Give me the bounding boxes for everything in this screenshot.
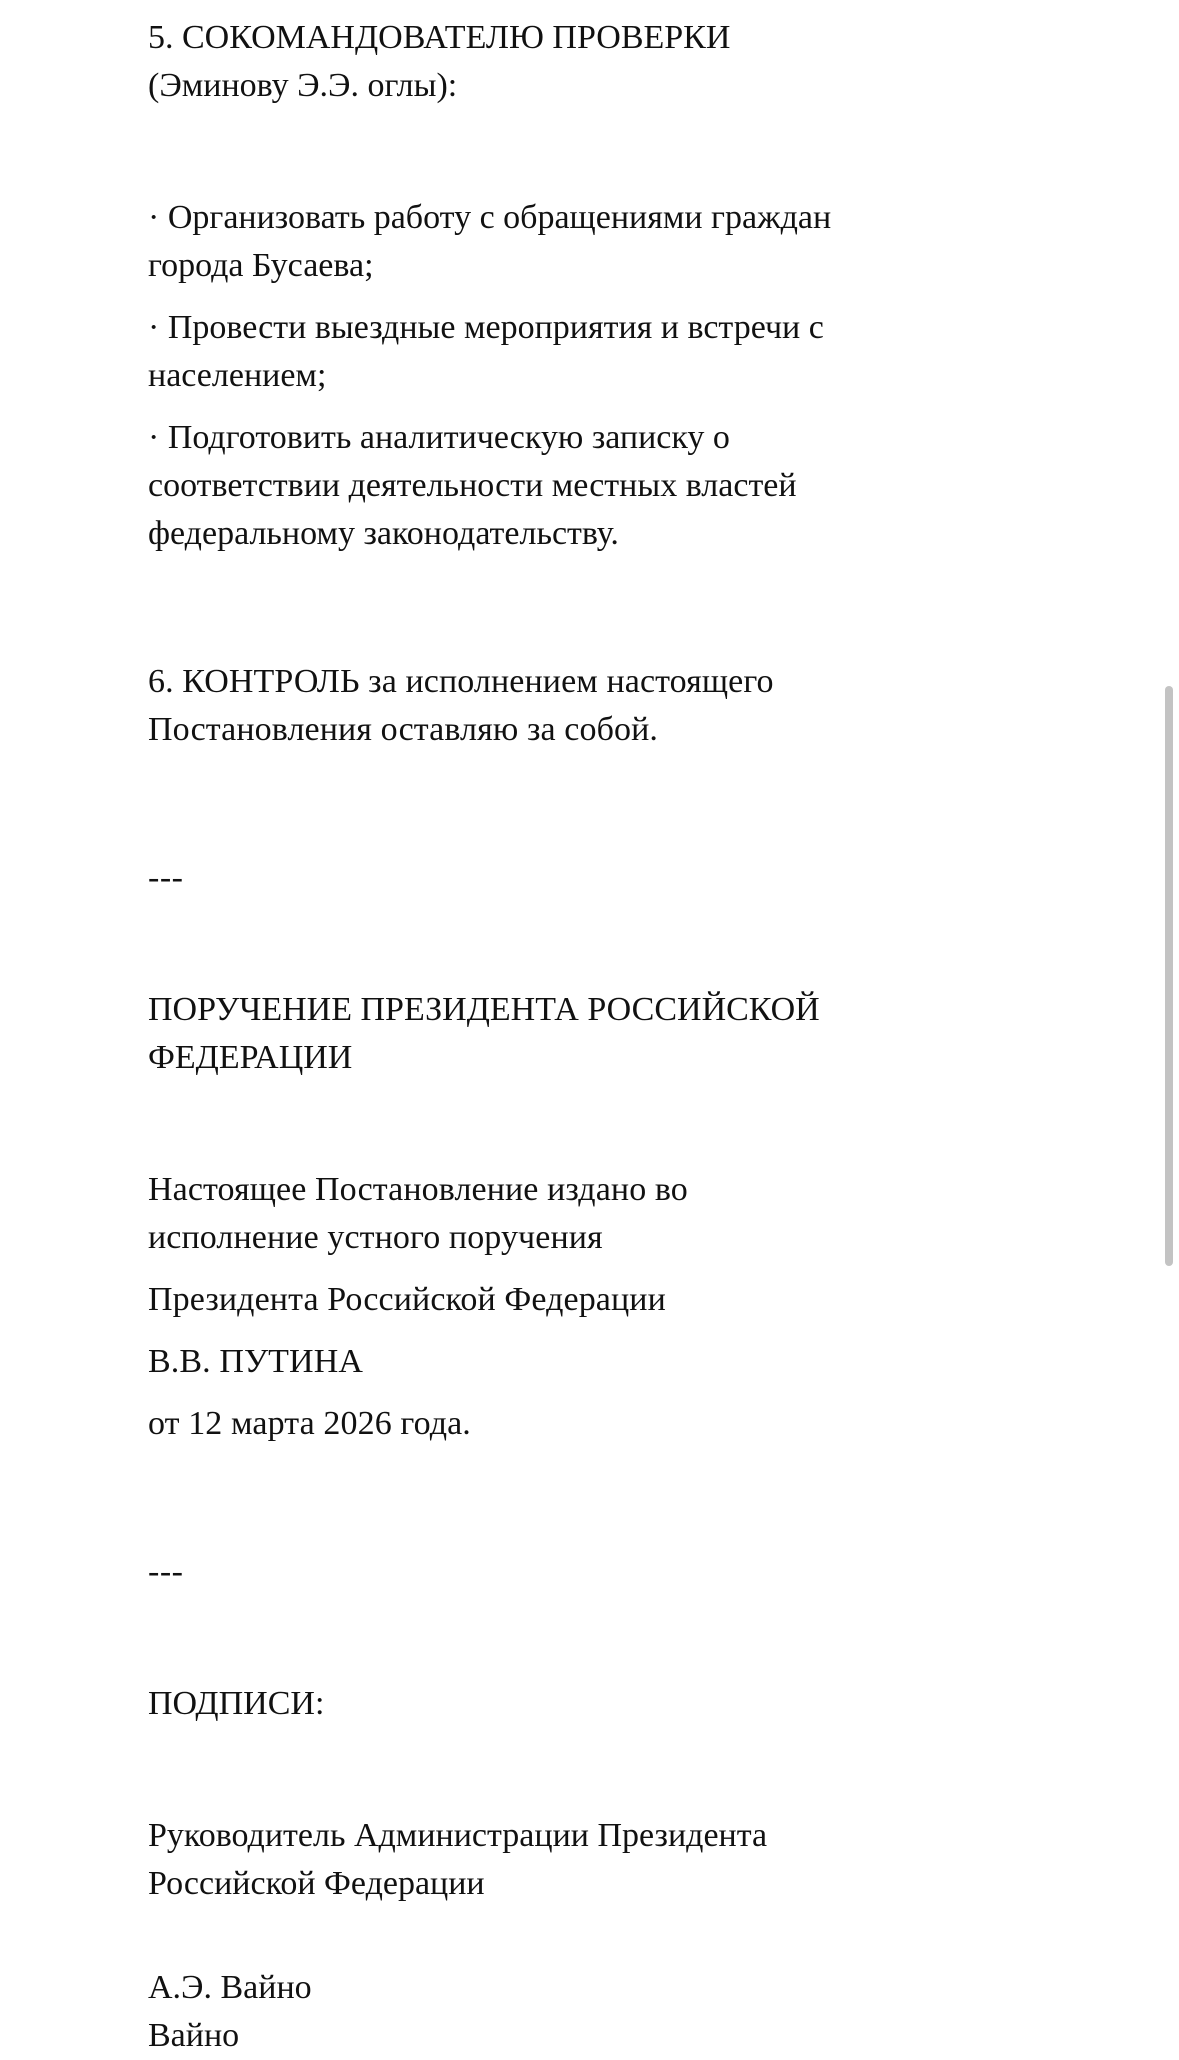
spacer-top (148, 0, 848, 14)
signature-surname: Вайно (148, 2017, 240, 2054)
section-5-bullet-3: · Подготовить аналитическую записку о соответствии деятельности местных властей федеральному законодательству. (148, 419, 806, 552)
spacer-bullet-1 (148, 290, 848, 304)
order-heading: ПОРУЧЕНИЕ ПРЕЗИДЕНТА РОССИЙСКОЙ ФЕДЕРАЦИИ (148, 991, 829, 1076)
spacer-before-section-6 (148, 558, 848, 658)
order-line-1: Настоящее Постановление издано во исполнение устного поручения (148, 1171, 697, 1256)
spacer-order-3 (148, 1386, 848, 1400)
spacer-order-2 (148, 1324, 848, 1338)
separator-2: --- (148, 1553, 184, 1590)
spacer-after-separator-1 (148, 902, 848, 986)
spacer-bullet-2 (148, 400, 848, 414)
order-line-2: Президента Российской Федерации (148, 1281, 666, 1318)
spacer-after-separator-2 (148, 1596, 848, 1680)
signature-title-line-1: Руководитель Администрации Президента (148, 1817, 768, 1854)
spacer-before-separator-2 (148, 1448, 848, 1548)
section-6-paragraph: 6. КОНТРОЛЬ за исполнением настоящего Постановления оставляю за собой. (148, 663, 783, 748)
order-line-4: от 12 марта 2026 года. (148, 1405, 471, 1442)
spacer-before-signature-name (148, 1908, 848, 1964)
signatures-heading: ПОДПИСИ: (148, 1685, 325, 1722)
spacer-before-separator-1 (148, 754, 848, 854)
spacer-after-order-heading (148, 1082, 848, 1166)
scrollbar-thumb[interactable] (1165, 686, 1173, 1266)
order-line-3: В.В. ПУТИНА (148, 1343, 364, 1380)
document-body (148, 0, 848, 2060)
spacer-after-section-5-heading (148, 110, 848, 194)
section-5-heading: 5. СОКОМАНДОВАТЕЛЮ ПРОВЕРКИ (Эминову Э.Э. оглы): (148, 19, 739, 104)
separator-1: --- (148, 859, 184, 896)
spacer-after-signatures-heading (148, 1728, 848, 1812)
section-5-bullet-2: · Провести выездные мероприятия и встречи с населением; (148, 309, 833, 394)
spacer-order-1 (148, 1262, 848, 1276)
signature-title-line-2: Российской Федерации (148, 1865, 485, 1902)
section-5-bullet-1: · Организовать работу с обращениями граждан города Бусаева; (148, 199, 840, 284)
signature-name: А.Э. Вайно (148, 1969, 312, 2006)
